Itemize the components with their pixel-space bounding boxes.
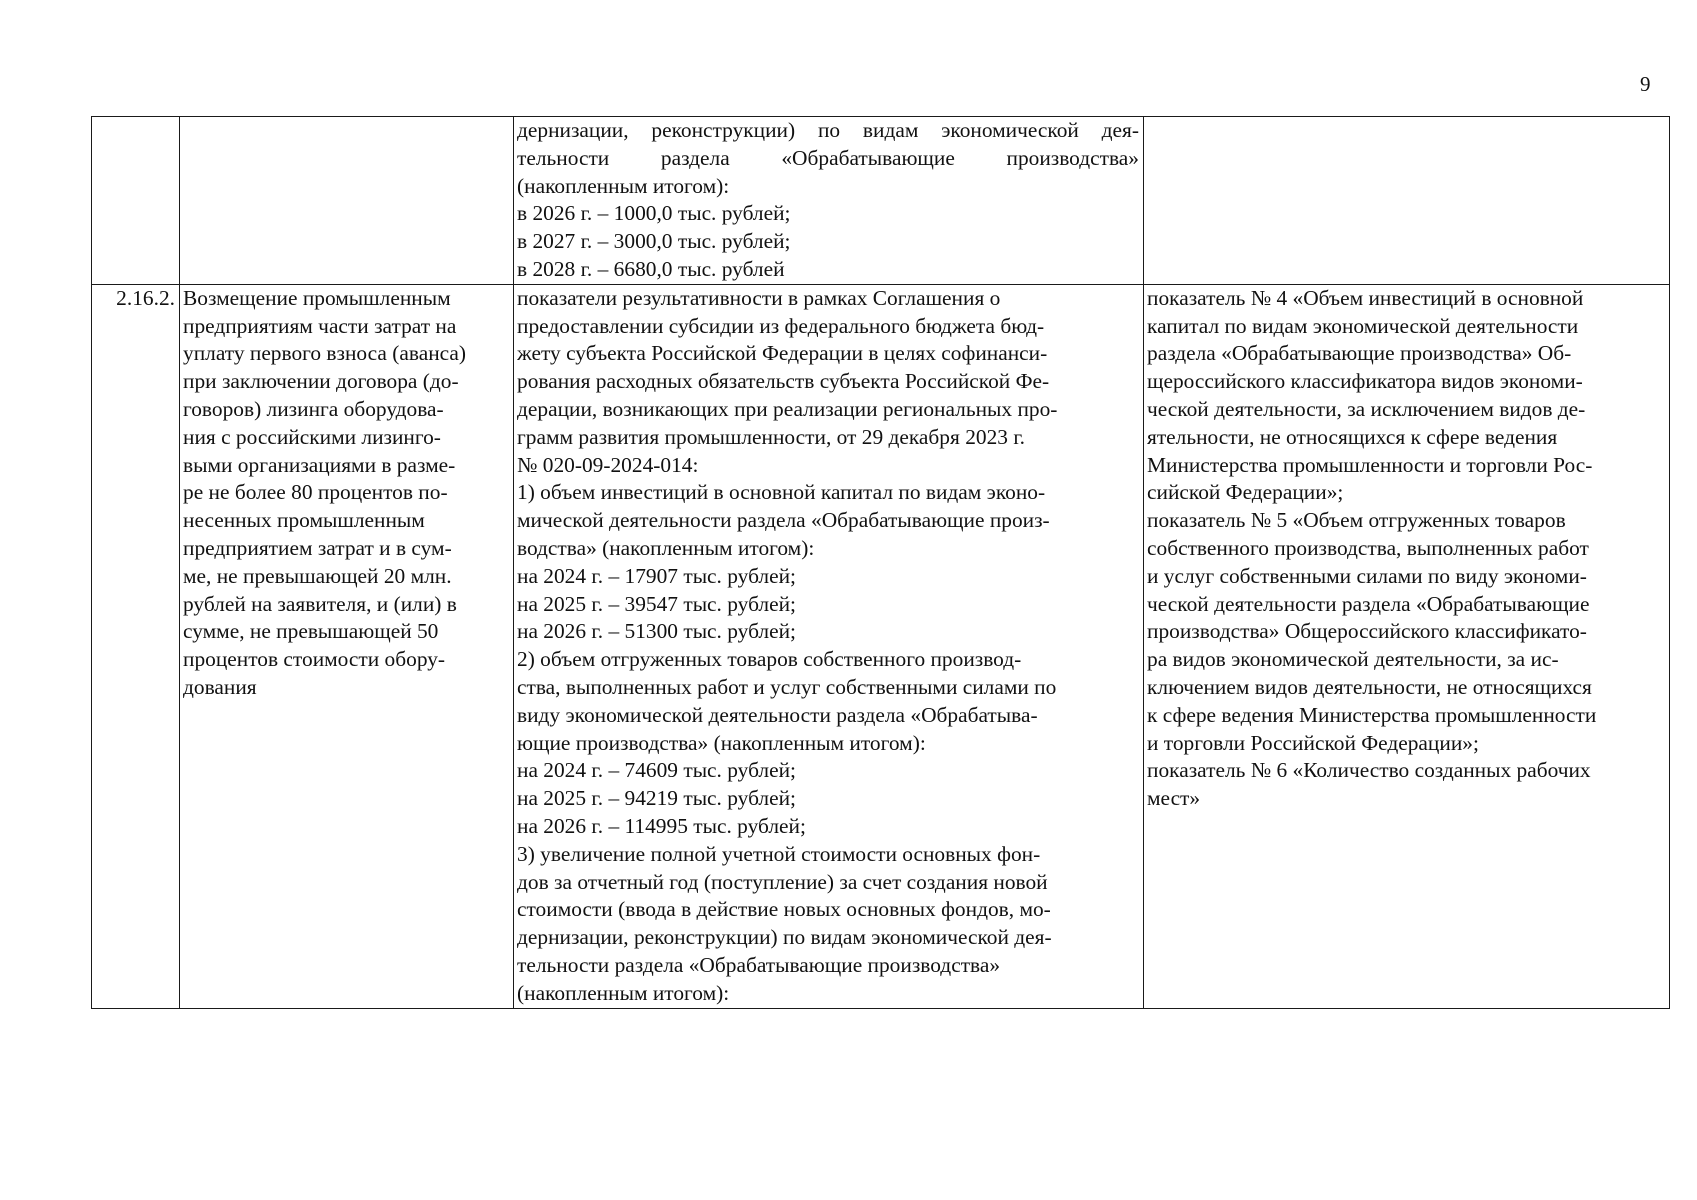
program-indicators-cell xyxy=(1144,284,1670,1008)
text-line: собственного производства, выполненных работ xyxy=(1147,535,1589,560)
text-line: ческой деятельности раздела «Обрабатывающие xyxy=(1147,591,1590,616)
text-line: на 2024 г. – 74609 тыс. рублей; xyxy=(517,758,796,783)
measure-cell xyxy=(180,117,514,285)
text-line: жету субъекта Российской Федерации в целях софинанси- xyxy=(517,341,1048,366)
text-line: дернизации, реконструкции) по видам экономической дея- xyxy=(517,118,1139,142)
text-line: ятельности, не относящихся к сфере ведения xyxy=(1147,424,1558,449)
text-line: сийской Федерации»; xyxy=(1147,480,1344,505)
measure-cell xyxy=(180,284,514,1008)
text-line: № 020-09-2024-014: xyxy=(517,452,699,477)
text-line: грамм развития промышленности, от 29 декабря 2023 г. xyxy=(517,424,1026,449)
text-line: ния с российскими лизинго- xyxy=(183,424,441,449)
text-line: тельности раздела «Обрабатывающие производства» xyxy=(517,952,1001,977)
text-line: ре не более 80 процентов по- xyxy=(183,480,448,505)
text-line: водства» (накопленным итогом): xyxy=(517,535,815,560)
row-number-cell xyxy=(92,117,180,285)
text-line: рублей на заявителя, и (или) в xyxy=(183,591,457,616)
table-row-2-16-2 xyxy=(92,284,1670,1008)
text-line: виду экономической деятельности раздела «Обрабатыва- xyxy=(517,702,1038,727)
text-line: и услуг собственными силами по виду экономи- xyxy=(1147,563,1587,588)
text-line: уплату первого взноса (аванса) xyxy=(183,341,467,366)
text-line: производства» Общероссийского классификато- xyxy=(1147,619,1587,644)
text-line: при заключении договора (до- xyxy=(183,369,459,394)
text-line: на 2025 г. – 94219 тыс. рублей; xyxy=(517,786,796,811)
text-line: дернизации, реконструкции) по видам экономической дея- xyxy=(517,925,1052,950)
text-line: Возмещение промышленным xyxy=(183,285,451,310)
text-line: в 2026 г. – 1000,0 тыс. рублей; xyxy=(517,201,791,226)
text-line: 2) объем отгруженных товаров собственного производ- xyxy=(517,647,1022,672)
text-line: мест» xyxy=(1147,786,1201,811)
text-line: дования xyxy=(183,674,257,699)
page-number: 9 xyxy=(1640,72,1651,96)
text-line: показатель № 5 «Объем отгруженных товаров xyxy=(1147,508,1566,533)
measures-table xyxy=(91,116,1670,1009)
text-line: тельности раздела «Обрабатывающие производства» xyxy=(517,145,1139,170)
text-line: и торговли Российской Федерации»; xyxy=(1147,730,1479,755)
text-line: несенных промышленным xyxy=(183,508,425,533)
text-line: дерации, возникающих при реализации региональных про- xyxy=(517,396,1058,421)
text-line: (накопленным итогом): xyxy=(517,173,730,198)
text-line: ключением видов деятельности, не относящихся xyxy=(1147,674,1592,699)
indicators-cell xyxy=(514,117,1144,285)
text-line: ства, выполненных работ и услуг собственными силами по xyxy=(517,674,1057,699)
indicators-cell xyxy=(514,284,1144,1008)
text-line: ющие производства» (накопленным итогом): xyxy=(517,730,926,755)
text-line: на 2025 г. – 39547 тыс. рублей; xyxy=(517,591,796,616)
program-indicators-cell xyxy=(1144,117,1670,285)
text-line: (накопленным итогом): xyxy=(517,980,730,1005)
text-line: показатель № 6 «Количество созданных рабочих xyxy=(1147,758,1591,783)
text-line: процентов стоимости обору- xyxy=(183,647,446,672)
text-line: ческой деятельности, за исключением видов де- xyxy=(1147,396,1586,421)
text-line: предприятиям части затрат на xyxy=(183,313,457,338)
text-line: ра видов экономической деятельности, за ис- xyxy=(1147,647,1559,672)
text-line: предприятием затрат и в сум- xyxy=(183,535,452,560)
text-line: 3) увеличение полной учетной стоимости основных фон- xyxy=(517,841,1041,866)
table-row-continuation xyxy=(92,117,1670,285)
text-line: к сфере ведения Министерства промышленности xyxy=(1147,702,1597,727)
text-line: сумме, не превышающей 50 xyxy=(183,619,439,644)
text-line: щероссийского классификатора видов экономи- xyxy=(1147,369,1583,394)
text-line: на 2024 г. – 17907 тыс. рублей; xyxy=(517,563,796,588)
text-line: рования расходных обязательств субъекта Российской Фе- xyxy=(517,369,1050,394)
text-line: говоров) лизинга оборудова- xyxy=(183,396,444,421)
text-line: раздела «Обрабатывающие производства» Об- xyxy=(1147,341,1572,366)
text-line: в 2028 г. – 6680,0 тыс. рублей xyxy=(517,256,785,281)
text-line: предоставлении субсидии из федерального бюджета бюд- xyxy=(517,313,1045,338)
text-line: капитал по видам экономической деятельности xyxy=(1147,313,1579,338)
text-line: ме, не превышающей 20 млн. xyxy=(183,563,452,588)
text-line: Министерства промышленности и торговли Рос- xyxy=(1147,452,1593,477)
text-line: на 2026 г. – 51300 тыс. рублей; xyxy=(517,619,796,644)
text-line: в 2027 г. – 3000,0 тыс. рублей; xyxy=(517,229,791,254)
text-line: показатели результативности в рамках Соглашения о xyxy=(517,285,1001,310)
text-line: 1) объем инвестиций в основной капитал по видам эконо- xyxy=(517,480,1046,505)
text-line: на 2026 г. – 114995 тыс. рублей; xyxy=(517,813,806,838)
row-number-cell: 2.16.2. xyxy=(92,284,180,1008)
text-line: стоимости (ввода в действие новых основных фондов, мо- xyxy=(517,897,1051,922)
text-line: дов за отчетный год (поступление) за счет создания новой xyxy=(517,869,1048,894)
text-line: показатель № 4 «Объем инвестиций в основной xyxy=(1147,285,1584,310)
text-line: выми организациями в разме- xyxy=(183,452,456,477)
text-line: мической деятельности раздела «Обрабатывающие произ- xyxy=(517,508,1050,533)
